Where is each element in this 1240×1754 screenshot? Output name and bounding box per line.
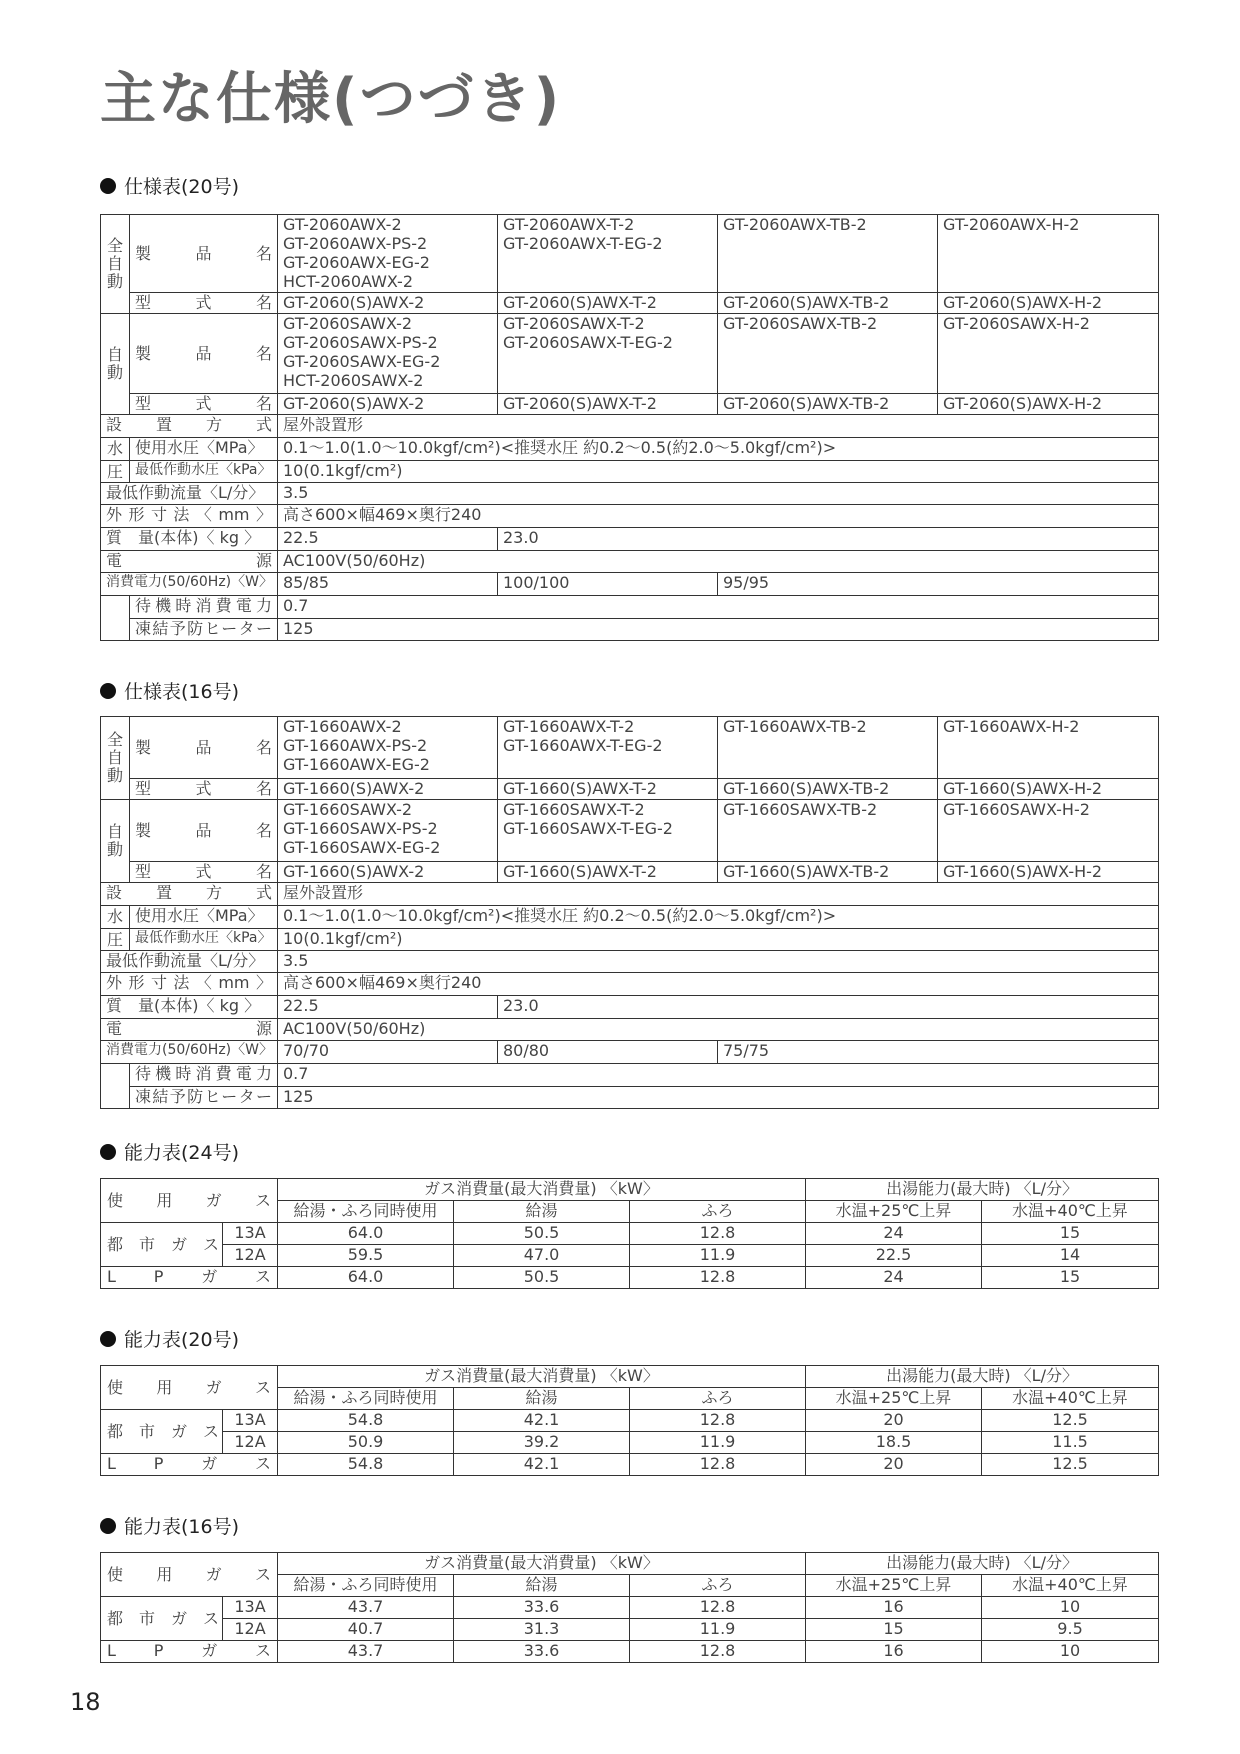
min-pressure-label: 最低作動水圧〈kPa〉 — [130, 461, 278, 483]
bullet-icon — [100, 1518, 116, 1534]
simultaneous-header: 給湯・ふろ同時使用 — [278, 1575, 454, 1597]
spec-cell: 3.5 — [278, 951, 1159, 973]
bath-header: ふろ — [630, 1388, 806, 1410]
page-title: 主な仕様(つづき) — [100, 67, 562, 132]
spec-cell: GT-2060(S)AWX-H-2 — [938, 293, 1159, 314]
plus40-header: 水温+40℃上昇 — [982, 1388, 1159, 1410]
cap-cell: 47.0 — [454, 1245, 630, 1267]
lp-gas-label: L P ガ ス — [101, 1641, 278, 1663]
cap-cell: 50.5 — [454, 1267, 630, 1289]
plus25-header: 水温+25℃上昇 — [806, 1201, 982, 1223]
type-name-label: 型 式 名 — [130, 394, 278, 415]
cap-cell: 24 — [806, 1267, 982, 1289]
cap-cell: 12.8 — [630, 1267, 806, 1289]
blank-cell — [101, 1064, 130, 1087]
gas-type-header: 使 用 ガ ス — [101, 1553, 278, 1597]
cap-cell: 14 — [982, 1245, 1159, 1267]
cap-cell: 11.9 — [630, 1432, 806, 1454]
gas-type-header: 使 用 ガ ス — [101, 1366, 278, 1410]
spec-cell: 0.1〜1.0(1.0〜10.0kgf/cm²)<推奨水圧 約0.2〜0.5(約2.0〜5.0kgf/cm²)> — [278, 438, 1159, 461]
power-source-label: 電 源 — [101, 551, 278, 573]
cap-cell: 64.0 — [278, 1267, 454, 1289]
cap-cell: 9.5 — [982, 1619, 1159, 1641]
spec-cell: GT-1660AWX-TB-2 — [718, 717, 938, 779]
hot-water-header: 給湯 — [454, 1575, 630, 1597]
spec-cell: GT-2060AWX-2 GT-2060AWX-PS-2 GT-2060AWX-EG-2 HCT-2060AWX-2 — [278, 215, 498, 293]
spec-cell: AC100V(50/60Hz) — [278, 551, 1159, 573]
spec-cell: GT-1660(S)AWX-TB-2 — [718, 862, 938, 883]
pressure-label: 圧 — [101, 461, 130, 483]
lp-gas-label: L P ガ ス — [101, 1454, 278, 1476]
min-flow-label: 最低作動流量〈L/分〉 — [101, 951, 278, 973]
cap-cell: 18.5 — [806, 1432, 982, 1454]
spec-cell: 0.7 — [278, 596, 1159, 619]
output-header: 出湯能力(最大時) 〈L/分〉 — [806, 1179, 1159, 1201]
cap-cell: 10 — [982, 1641, 1159, 1663]
cap-cell: 50.9 — [278, 1432, 454, 1454]
spec-cell: GT-2060AWX-H-2 — [938, 215, 1159, 293]
bath-header: ふろ — [630, 1575, 806, 1597]
install-label: 設 置 方 式 — [101, 415, 278, 438]
spec-cell: 高さ600×幅469×奥行240 — [278, 973, 1159, 996]
spec-cell: GT-1660(S)AWX-T-2 — [498, 779, 718, 800]
spec-cell: GT-2060(S)AWX-TB-2 — [718, 394, 938, 415]
city-gas-label: 都 市 ガ ス — [101, 1597, 223, 1641]
spec-cell: 85/85 — [278, 573, 498, 596]
spec-cell: 23.0 — [498, 528, 1159, 551]
cap-cell: 33.6 — [454, 1641, 630, 1663]
cap-cell: 39.2 — [454, 1432, 630, 1454]
section-cap16-heading: 能力表(16号) — [100, 1512, 239, 1539]
pressure-label: 圧 — [101, 929, 130, 951]
hot-water-header: 給湯 — [454, 1201, 630, 1223]
spec-cell: 80/80 — [498, 1041, 718, 1064]
cap-cell: 12.8 — [630, 1223, 806, 1245]
spec-cell: GT-1660(S)AWX-T-2 — [498, 862, 718, 883]
gas-12a-label: 12A — [223, 1432, 278, 1454]
product-name-label: 製 品 名 — [130, 215, 278, 293]
blank-cell — [101, 596, 130, 619]
section-spec20-heading: 仕様表(20号) — [100, 172, 239, 199]
spec-table-20 — [100, 214, 1159, 641]
mass-label: 質 量(本体)〈 kg 〉 — [101, 528, 278, 551]
spec-cell: GT-1660AWX-H-2 — [938, 717, 1159, 779]
cap-cell: 11.9 — [630, 1619, 806, 1641]
gas-consumption-header: ガス消費量(最大消費量) 〈kW〉 — [278, 1179, 806, 1201]
standby-power-label: 待機時消費電力 — [130, 1064, 278, 1087]
water-pressure-label: 使用水圧〈MPa〉 — [130, 906, 278, 929]
spec-cell: GT-1660(S)AWX-H-2 — [938, 779, 1159, 800]
spec-cell: GT-2060(S)AWX-2 — [278, 293, 498, 314]
spec-cell: 0.1〜1.0(1.0〜10.0kgf/cm²)<推奨水圧 約0.2〜0.5(約2.0〜5.0kgf/cm²)> — [278, 906, 1159, 929]
water-pressure-label: 使用水圧〈MPa〉 — [130, 438, 278, 461]
hot-water-header: 給湯 — [454, 1388, 630, 1410]
gas-consumption-header: ガス消費量(最大消費量) 〈kW〉 — [278, 1366, 806, 1388]
gas-type-header: 使 用 ガ ス — [101, 1179, 278, 1223]
spec-cell: GT-2060(S)AWX-H-2 — [938, 394, 1159, 415]
gas-12a-label: 12A — [223, 1619, 278, 1641]
blank-cell — [101, 1087, 130, 1109]
cap-cell: 16 — [806, 1597, 982, 1619]
cap-cell: 31.3 — [454, 1619, 630, 1641]
spec-cell: GT-2060(S)AWX-2 — [278, 394, 498, 415]
spec-cell: 22.5 — [278, 528, 498, 551]
cap-cell: 54.8 — [278, 1454, 454, 1476]
spec-cell: 10(0.1kgf/cm²) — [278, 929, 1159, 951]
cap-cell: 20 — [806, 1454, 982, 1476]
power-consumption-label: 消費電力(50/60Hz)〈W〉 — [101, 573, 278, 596]
spec-cell: 23.0 — [498, 996, 1159, 1019]
cap-cell: 10 — [982, 1597, 1159, 1619]
spec-cell: AC100V(50/60Hz) — [278, 1019, 1159, 1041]
section-cap20-heading: 能力表(20号) — [100, 1325, 239, 1352]
cap-cell: 22.5 — [806, 1245, 982, 1267]
output-header: 出湯能力(最大時) 〈L/分〉 — [806, 1366, 1159, 1388]
city-gas-label: 都 市 ガ ス — [101, 1410, 223, 1454]
cap-cell: 12.5 — [982, 1410, 1159, 1432]
spec-cell: GT-2060SAWX-TB-2 — [718, 314, 938, 394]
install-label: 設 置 方 式 — [101, 883, 278, 906]
spec-cell: 高さ600×幅469×奥行240 — [278, 505, 1159, 528]
heater-label: 凍結予防ヒーター — [130, 1087, 278, 1109]
simultaneous-header: 給湯・ふろ同時使用 — [278, 1388, 454, 1410]
cap-cell: 12.8 — [630, 1454, 806, 1476]
plus25-header: 水温+25℃上昇 — [806, 1388, 982, 1410]
capacity-table-20 — [100, 1365, 1159, 1476]
plus40-header: 水温+40℃上昇 — [982, 1201, 1159, 1223]
plus25-header: 水温+25℃上昇 — [806, 1575, 982, 1597]
section-cap24-heading: 能力表(24号) — [100, 1138, 239, 1165]
spec-cell: GT-1660AWX-2 GT-1660AWX-PS-2 GT-1660AWX-EG-2 — [278, 717, 498, 779]
cap-cell: 42.1 — [454, 1454, 630, 1476]
spec-cell: GT-2060AWX-T-2 GT-2060AWX-T-EG-2 — [498, 215, 718, 293]
gas-12a-label: 12A — [223, 1245, 278, 1267]
simultaneous-header: 給湯・ふろ同時使用 — [278, 1201, 454, 1223]
min-pressure-label: 最低作動水圧〈kPa〉 — [130, 929, 278, 951]
plus40-header: 水温+40℃上昇 — [982, 1575, 1159, 1597]
spec-cell: GT-2060AWX-TB-2 — [718, 215, 938, 293]
spec-cell: GT-1660(S)AWX-H-2 — [938, 862, 1159, 883]
spec-cell: GT-1660SAWX-2 GT-1660SAWX-PS-2 GT-1660SAWX-EG-2 — [278, 800, 498, 862]
type-name-label: 型 式 名 — [130, 779, 278, 800]
power-consumption-label: 消費電力(50/60Hz)〈W〉 — [101, 1041, 278, 1064]
dimensions-label: 外形寸法〈mm〉 — [101, 973, 278, 996]
spec-cell: 70/70 — [278, 1041, 498, 1064]
spec-cell: GT-1660AWX-T-2 GT-1660AWX-T-EG-2 — [498, 717, 718, 779]
lp-gas-label: L P ガ ス — [101, 1267, 278, 1289]
spec-cell: 0.7 — [278, 1064, 1159, 1087]
bath-header: ふろ — [630, 1201, 806, 1223]
spec-cell: 3.5 — [278, 483, 1159, 505]
cap-cell: 43.7 — [278, 1641, 454, 1663]
cap-cell: 11.5 — [982, 1432, 1159, 1454]
standby-power-label: 待機時消費電力 — [130, 596, 278, 619]
product-name-label: 製 品 名 — [130, 800, 278, 862]
power-source-label: 電 源 — [101, 1019, 278, 1041]
type-name-label: 型 式 名 — [130, 293, 278, 314]
spec-cell: 95/95 — [718, 573, 1159, 596]
cap-cell: 20 — [806, 1410, 982, 1432]
cap-cell: 12.8 — [630, 1641, 806, 1663]
cap-cell: 50.5 — [454, 1223, 630, 1245]
cap-cell: 42.1 — [454, 1410, 630, 1432]
water-label: 水 — [101, 906, 130, 929]
cap-cell: 15 — [982, 1267, 1159, 1289]
spec-cell: GT-1660(S)AWX-2 — [278, 779, 498, 800]
cap-cell: 59.5 — [278, 1245, 454, 1267]
blank-cell — [101, 619, 130, 641]
gas-13a-label: 13A — [223, 1410, 278, 1432]
spec-cell: 75/75 — [718, 1041, 1159, 1064]
dimensions-label: 外形寸法〈mm〉 — [101, 505, 278, 528]
spec-table-16 — [100, 716, 1159, 1109]
auto-label: 自 動 — [101, 800, 130, 883]
section-spec16-heading: 仕様表(16号) — [100, 677, 239, 704]
spec-cell: GT-1660SAWX-T-2 GT-1660SAWX-T-EG-2 — [498, 800, 718, 862]
spec-cell: 125 — [278, 1087, 1159, 1109]
spec-cell: 屋外設置形 — [278, 883, 1159, 906]
cap-cell: 33.6 — [454, 1597, 630, 1619]
cap-cell: 12.8 — [630, 1597, 806, 1619]
cap-cell: 15 — [982, 1223, 1159, 1245]
gas-13a-label: 13A — [223, 1223, 278, 1245]
cap-cell: 54.8 — [278, 1410, 454, 1432]
bullet-icon — [100, 178, 116, 194]
spec-cell: GT-2060(S)AWX-TB-2 — [718, 293, 938, 314]
gas-consumption-header: ガス消費量(最大消費量) 〈kW〉 — [278, 1553, 806, 1575]
spec-cell: 100/100 — [498, 573, 718, 596]
spec-cell: GT-2060SAWX-H-2 — [938, 314, 1159, 394]
full-auto-label: 全 自 動 — [101, 215, 130, 314]
full-auto-label: 全 自 動 — [101, 717, 130, 800]
city-gas-label: 都 市 ガ ス — [101, 1223, 223, 1267]
output-header: 出湯能力(最大時) 〈L/分〉 — [806, 1553, 1159, 1575]
mass-label: 質 量(本体)〈 kg 〉 — [101, 996, 278, 1019]
spec-cell: GT-2060SAWX-T-2 GT-2060SAWX-T-EG-2 — [498, 314, 718, 394]
bullet-icon — [100, 1144, 116, 1160]
product-name-label: 製 品 名 — [130, 717, 278, 779]
cap-cell: 43.7 — [278, 1597, 454, 1619]
spec-cell: GT-1660SAWX-TB-2 — [718, 800, 938, 862]
cap-cell: 11.9 — [630, 1245, 806, 1267]
cap-cell: 16 — [806, 1641, 982, 1663]
min-flow-label: 最低作動流量〈L/分〉 — [101, 483, 278, 505]
gas-13a-label: 13A — [223, 1597, 278, 1619]
heater-label: 凍結予防ヒーター — [130, 619, 278, 641]
spec-cell: 屋外設置形 — [278, 415, 1159, 438]
cap-cell: 40.7 — [278, 1619, 454, 1641]
cap-cell: 64.0 — [278, 1223, 454, 1245]
auto-label: 自 動 — [101, 314, 130, 415]
spec-cell: GT-2060(S)AWX-T-2 — [498, 293, 718, 314]
capacity-table-24 — [100, 1178, 1159, 1289]
spec-cell: 125 — [278, 619, 1159, 641]
bullet-icon — [100, 683, 116, 699]
product-name-label: 製 品 名 — [130, 314, 278, 394]
page-number: 18 — [70, 1688, 101, 1716]
water-label: 水 — [101, 438, 130, 461]
bullet-icon — [100, 1331, 116, 1347]
spec-cell: GT-1660SAWX-H-2 — [938, 800, 1159, 862]
spec-cell: GT-2060(S)AWX-T-2 — [498, 394, 718, 415]
spec-cell: GT-2060SAWX-2 GT-2060SAWX-PS-2 GT-2060SAWX-EG-2 HCT-2060SAWX-2 — [278, 314, 498, 394]
spec-cell: 10(0.1kgf/cm²) — [278, 461, 1159, 483]
spec-cell: GT-1660(S)AWX-TB-2 — [718, 779, 938, 800]
spec-cell: GT-1660(S)AWX-2 — [278, 862, 498, 883]
cap-cell: 12.5 — [982, 1454, 1159, 1476]
capacity-table-16 — [100, 1552, 1159, 1663]
type-name-label: 型 式 名 — [130, 862, 278, 883]
cap-cell: 15 — [806, 1619, 982, 1641]
cap-cell: 12.8 — [630, 1410, 806, 1432]
spec-cell: 22.5 — [278, 996, 498, 1019]
cap-cell: 24 — [806, 1223, 982, 1245]
